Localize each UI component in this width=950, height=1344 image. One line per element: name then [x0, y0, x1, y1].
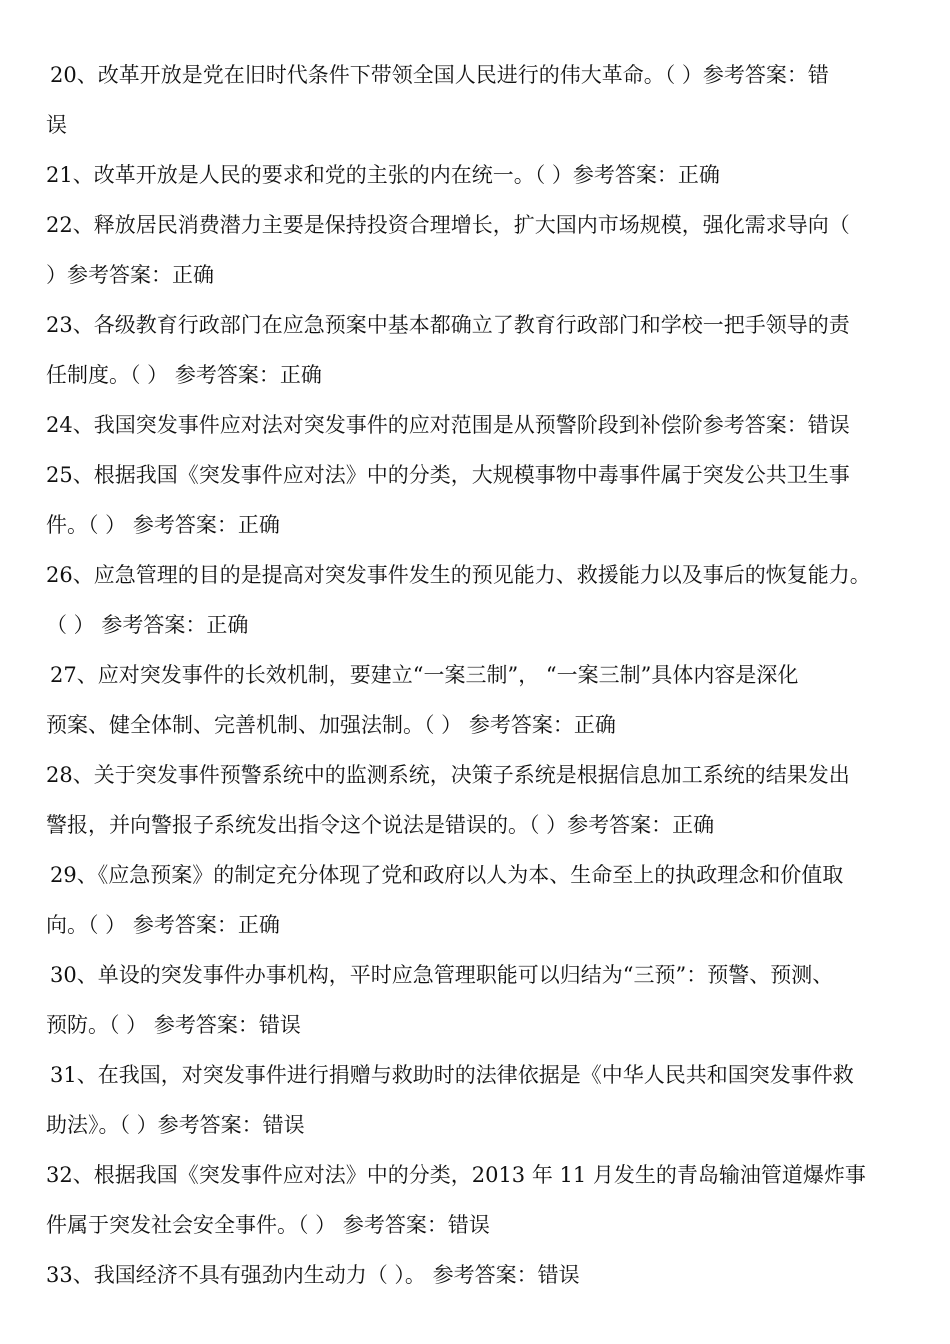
question-27-line-1: 27、应对突发事件的长效机制，要建立“一案三制”， “一案三制”具体内容是深化 [50, 663, 799, 687]
question-32-line-1: 32、根据我国《突发事件应对法》中的分类，2013 年 11 月发生的青岛输油管道爆炸事 [46, 1163, 866, 1187]
question-32-line-2: 件属于突发社会安全事件。（ ） 参考答案：错误 [46, 1213, 490, 1237]
question-25-line-2: 件。（ ） 参考答案：正确 [46, 513, 280, 537]
question-22-line-1: 22、释放居民消费潜力主要是保持投资合理增长，扩大国内市场规模，强化需求导向（ [46, 213, 850, 237]
question-30-line-2: 预防。（ ） 参考答案：错误 [46, 1013, 301, 1037]
question-26-line-1: 26、应急管理的目的是提高对突发事件发生的预见能力、救援能力以及事后的恢复能力。 [46, 563, 871, 587]
question-28-line-2: 警报，并向警报子系统发出指令这个说法是错误的。（ ）参考答案：正确 [46, 813, 715, 837]
question-27-line-2: 预案、健全体制、完善机制、加强法制。（ ） 参考答案：正确 [46, 713, 616, 737]
question-29-line-1: 29、《应急预案》的制定充分体现了党和政府以人为本、生命至上的执政理念和价值取 [50, 863, 844, 887]
question-31-line-2: 助法》。（ ）参考答案：错误 [46, 1113, 305, 1137]
question-23-line-1: 23、各级教育行政部门在应急预案中基本都确立了教育行政部门和学校一把手领导的责 [46, 313, 850, 337]
question-21-line-1: 21、改革开放是人民的要求和党的主张的内在统一。（ ）参考答案：正确 [46, 163, 720, 187]
question-33-line-1: 33、我国经济不具有强劲内生动力（ ）。 参考答案：错误 [46, 1263, 580, 1287]
question-22-line-2: ）参考答案：正确 [46, 263, 214, 287]
question-29-line-2: 向。（ ） 参考答案：正确 [46, 913, 280, 937]
question-31-line-1: 31、在我国，对突发事件进行捐赠与救助时的法律依据是《中华人民共和国突发事件救 [50, 1063, 854, 1087]
question-20-line-1: 20、改革开放是党在旧时代条件下带领全国人民进行的伟大革命。（ ）参考答案：错 [50, 63, 829, 87]
question-30-line-1: 30、单设的突发事件办事机构，平时应急管理职能可以归结为“三预”：预警、预测、 [50, 963, 834, 987]
question-24-line-1: 24、我国突发事件应对法对突发事件的应对范围是从预警阶段到补偿阶参考答案：错误 [46, 413, 850, 437]
question-list [46, 50, 918, 1300]
question-20-line-2: 误 [46, 113, 67, 137]
question-25-line-1: 25、根据我国《突发事件应对法》中的分类，大规模事物中毒事件属于突发公共卫生事 [46, 463, 850, 487]
question-23-line-2: 任制度。（ ） 参考答案：正确 [46, 363, 322, 387]
question-28-line-1: 28、关于突发事件预警系统中的监测系统，决策子系统是根据信息加工系统的结果发出 [46, 763, 850, 787]
question-26-line-2: （ ） 参考答案：正确 [46, 613, 249, 637]
